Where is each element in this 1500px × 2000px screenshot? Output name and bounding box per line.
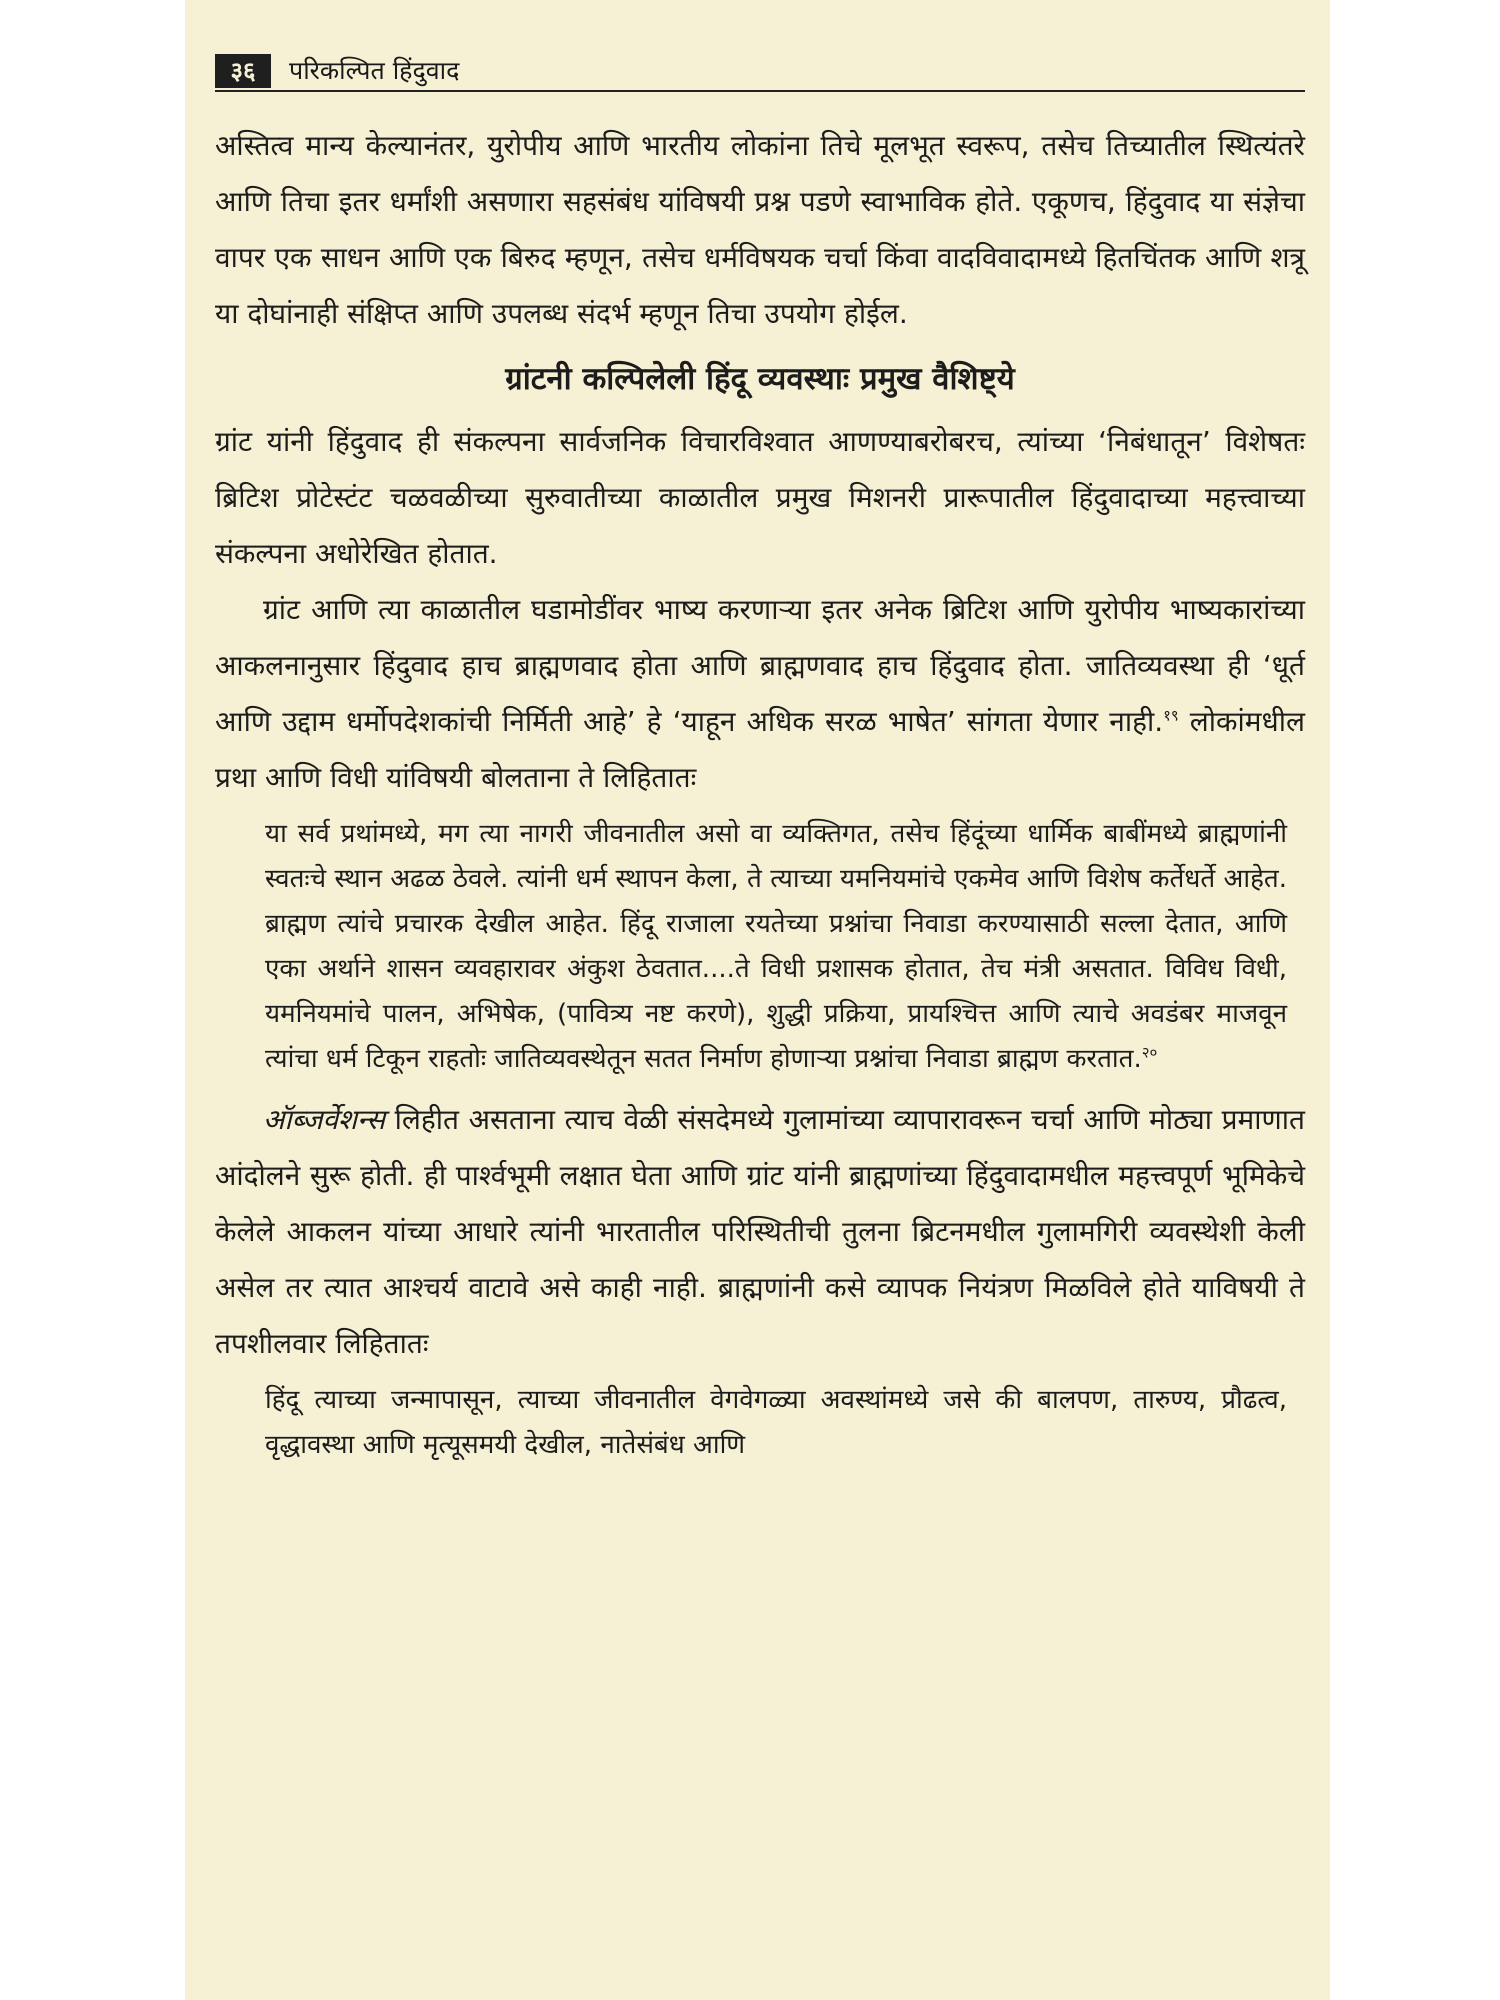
paragraph-4-text: लिहीत असताना त्याच वेळी संसदेमध्ये गुलामांच्या व्यापारावरून चर्चा आणि मोठ्या प्रमाणात आंदोलने सुरू होती. ही पार्श्वभूमी लक्षात घेता आणि ग्रांट यांनी ब्राह्मणांच्या हिंदुवादामधील महत्त्वपूर्ण भूमिकेचे केलेले आकलन यांच्या आधारे त्यांनी भारतातील परिस्थितीची तुलना ब्रिटनमधील गुलामगिरी व्यवस्थेशी केली असेल तर त्यात आश्चर्य वाटावे असे काही नाही. ब्राह्मणांनी कसे व्यापक नियंत्रण मिळविले होते याविषयी ते तपशीलवार लिहितातः bbox=[215, 1103, 1305, 1360]
paragraph-3 bbox=[215, 582, 1305, 806]
page-body bbox=[215, 118, 1305, 1478]
running-header bbox=[215, 54, 1305, 92]
paragraph-3-tail: लोकांमधील प्रथा आणि विधी यांविषयी बोलताना ते लिहितातः bbox=[215, 705, 1305, 794]
page-number: ३६ bbox=[215, 54, 271, 88]
footnote-ref-19[interactable]: १९ bbox=[1163, 706, 1179, 725]
section-heading: ग्रांटनी कल्पिलेली हिंदू व्यवस्थाः प्रमुख वैशिष्ट्ये bbox=[505, 361, 1015, 397]
block-quote-1-text: या सर्व प्रथांमध्ये, मग त्या नागरी जीवनातील असो वा व्यक्तिगत, तसेच हिंदूंच्या धार्मिक बाबींमध्ये ब्राह्मणांनी स्वतःचे स्थान अढळ ठेवले. त्यांनी धर्म स्थापन केला, ते त्याच्या यमनियमांचे एकमेव आणि विशेष कर्तेधर्ते आहेत. ब्राह्मण त्यांचे प्रचारक देखील आहेत. हिंदू राजाला रयतेच्या प्रश्नांचा निवाडा करण्यासाठी सल्ला देतात, आणि एका अर्थाने शासन व्यवहारावर अंकुश ठेवतात....ते विधी प्रशासक होतात, तेच मंत्री असतात. विविध विधी, यमनियमांचे पालन, अभिषेक, (पावित्र्य नष्ट करणे), शुद्धी प्रक्रिया, प्रायश्चित्त आणि त्याचे अवडंबर माजवून त्यांचा धर्म टिकून राहतोः जातिव्यवस्थेतून सतत निर्माण होणाऱ्या प्रश्नांचा निवाडा ब्राह्मण करतात. bbox=[265, 819, 1287, 1074]
paragraph-4 bbox=[215, 1092, 1305, 1372]
book-page bbox=[185, 0, 1330, 2000]
footnote-ref-20[interactable]: २० bbox=[1141, 1043, 1158, 1062]
paragraph-2: ग्रांट यांनी हिंदुवाद ही संकल्पना सार्वजनिक विचारविश्वात आणण्याबरोबरच, त्यांच्या ‘निबंधातून’ विशेषतः ब्रिटिश प्रोटेस्टंट चळवळीच्या सुरुवातीच्या काळातील प्रमुख मिशनरी प्रारूपातील हिंदुवादाच्या महत्त्वाच्या संकल्पना अधोरेखित होतात. bbox=[215, 425, 1305, 570]
block-quote-2: हिंदू त्याच्या जन्मापासून, त्याच्या जीवनातील वेगवेगळ्या अवस्थांमध्ये जसे की बालपण, तारुण्य, प्रौढत्व, वृद्धावस्था आणि मृत्यूसमयी देखील, नातेसंबंध आणि bbox=[265, 1385, 1287, 1460]
block-quote-1 bbox=[265, 812, 1287, 1082]
paragraph-3-text: ग्रांट आणि त्या काळातील घडामोडींवर भाष्य करणाऱ्या इतर अनेक ब्रिटिश आणि युरोपीय भाष्यकारांच्या आकलनानुसार हिंदुवाद हाच ब्राह्मणवाद होता आणि ब्राह्मणवाद हाच हिंदुवाद होता. जातिव्यवस्था ही ‘धूर्त आणि उद्दाम धर्मोपदेशकांची निर्मिती आहे’ हे ‘याहून अधिक सरळ भाषेत’ सांगता येणार नाही. bbox=[215, 593, 1305, 738]
book-title: परिकल्पित हिंदुवाद bbox=[289, 56, 460, 85]
paragraph-1: अस्तित्व मान्य केल्यानंतर, युरोपीय आणि भारतीय लोकांना तिचे मूलभूत स्वरूप, तसेच तिच्यातील स्थित्यंतरे आणि तिचा इतर धर्मांशी असणारा सहसंबंध यांविषयी प्रश्न पडणे स्वाभाविक होते. एकूणच, हिंदुवाद या संज्ञेचा वापर एक साधन आणि एक बिरुद म्हणून, तसेच धर्मविषयक चर्चा किंवा वादविवादामध्ये हितचिंतक आणि शत्रू या दोघांनाही संक्षिप्त आणि उपलब्ध संदर्भ म्हणून तिचा उपयोग होईल. bbox=[215, 129, 1305, 330]
book-title-italic: ऑब्जर्वेशन्स bbox=[263, 1103, 386, 1136]
